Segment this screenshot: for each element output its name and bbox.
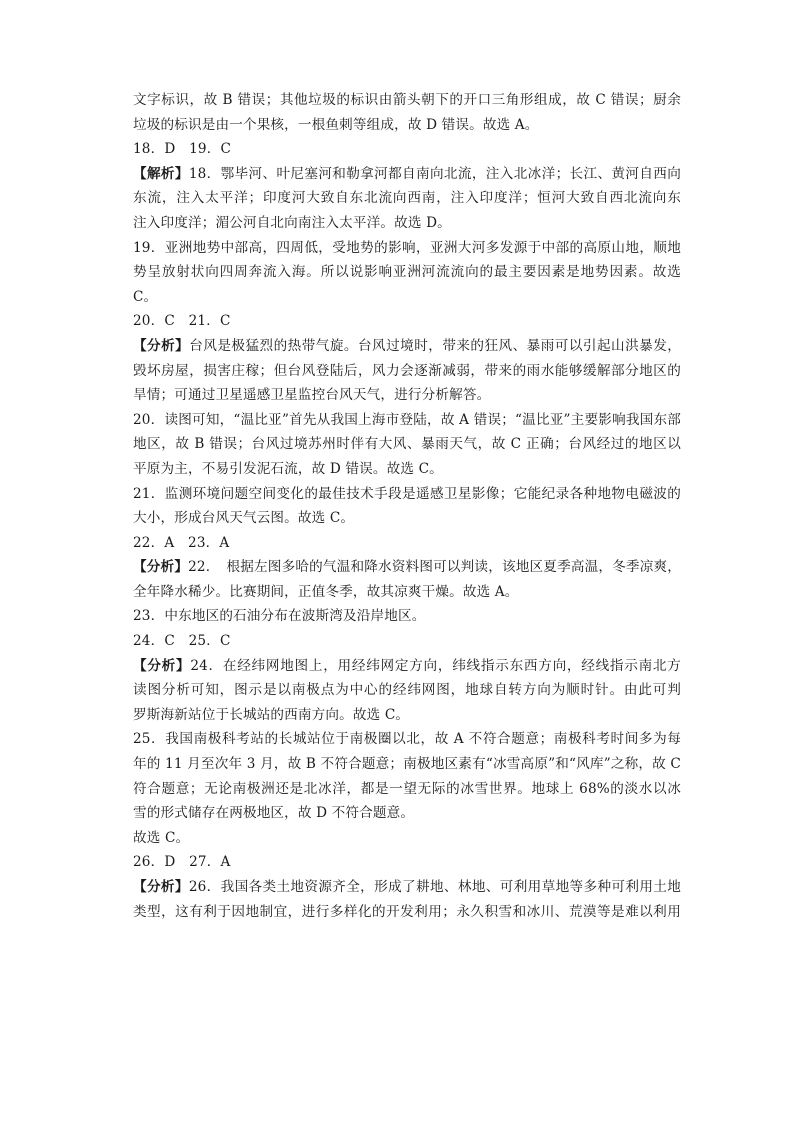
text-line	[133, 531, 681, 556]
line-text: 年的 11 月至次年 3 月，故 B 不符合题意；南极地区素有“冰雪高原”和“风库”之称，故 C	[133, 756, 681, 773]
text-line	[133, 162, 681, 187]
line-text: 东流，注入太平洋；印度河大致自东北流向西南，注入印度洋；恒河大致自西北流向东	[133, 190, 681, 207]
line-text: 20．读图可知，“温比亚”首先从我国上海市登陆，故 A 错误；“温比亚”主要影响我国东部	[133, 411, 681, 428]
section-tag: 【分析】	[133, 657, 191, 674]
line-text: 24．C 25．C	[133, 633, 231, 650]
text-line	[133, 629, 681, 654]
section-tag: 【分析】	[133, 337, 190, 354]
text-line	[133, 801, 681, 826]
text-line	[133, 678, 681, 703]
line-text: 24．在经纬网地图上，用经纬网定方向，纬线指示东西方向，经线指示南北方	[190, 657, 681, 674]
line-text: 读图分析可知，图示是以南极点为中心的经纬网图，地球自转方向为顺时针。由此可判	[133, 682, 681, 699]
line-text: 25．我国南极科考站的长城站位于南极圈以北，故 A 不符合题意；南极科考时间多为每	[133, 731, 681, 748]
line-text: 21．监测环境问题空间变化的最佳技术手段是遥感卫星影像；它能纪录各种地物电磁波的	[133, 485, 681, 502]
text-line	[133, 88, 681, 113]
text-line	[133, 727, 681, 752]
text-line	[133, 236, 681, 261]
line-text: 符合题意；无论南极洲还是北冰洋，都是一望无际的冰雪世界。地球上 68%的淡水以冰	[133, 780, 681, 797]
line-text: 罗斯海新站位于长城站的西南方向。故选 C。	[133, 706, 410, 723]
line-text: 旱情；可通过卫星遥感卫星监控台风天气，进行分析解答。	[133, 387, 491, 404]
text-line	[133, 875, 681, 900]
line-text: 雪的形式储存在两极地区，故 D 不符合题意。	[133, 805, 415, 822]
line-text: 地区，故 B 错误；台风过境苏州时伴有大风、暴雨天气，故 C 正确；台风经过的地区以	[133, 436, 681, 453]
line-text: 26．我国各类土地资源齐全，形成了耕地、林地、可利用草地等多种可利用土地	[188, 879, 681, 895]
text-line	[133, 506, 681, 531]
line-text: 全年降水稀少。比赛期间，正值冬季，故其凉爽干燥。故选 A。	[133, 583, 519, 600]
line-text: 22．A 23．A	[133, 534, 230, 551]
section-tag: 【解析】	[133, 165, 189, 182]
text-line	[133, 186, 681, 211]
line-text: 故选 C。	[133, 829, 190, 846]
text-line	[133, 703, 681, 728]
line-text: 注入印度洋；湄公河自北向南注入太平洋。故选 D。	[133, 214, 451, 231]
line-text: 19．亚洲地势中部高，四周低，受地势的影响，亚洲大河多发源于中部的高原山地，顺地	[133, 239, 681, 256]
document-page	[133, 88, 681, 924]
line-text: 文字标识，故 B 错误；其他垃圾的标识由箭头朝下的开口三角形组成，故 C 错误；厨余	[133, 92, 681, 108]
text-line	[133, 432, 681, 457]
text-line	[133, 457, 681, 482]
text-line	[133, 900, 681, 925]
line-text: 18．鄂毕河、叶尼塞河和勒拿河都自南向北流，注入北冰洋；长江、黄河自西向	[188, 165, 681, 182]
line-text: 毁坏房屋，损害庄稼；但台风登陆后，风力会逐渐减弱，带来的雨水能够缓解部分地区的	[133, 362, 681, 379]
line-text: 18．D 19．C	[133, 141, 232, 158]
section-tag: 【分析】	[133, 559, 189, 576]
text-line	[133, 777, 681, 802]
text-line	[133, 482, 681, 507]
line-text: 势呈放射状向四周奔流入海。所以说影响亚洲河流流向的最主要因素是地势因素。故选	[133, 264, 681, 281]
text-line	[133, 334, 681, 359]
section-tag: 【分析】	[133, 879, 189, 895]
text-line	[133, 359, 681, 384]
text-line	[133, 752, 681, 777]
text-line	[133, 137, 681, 162]
text-line	[133, 555, 681, 580]
text-line	[133, 654, 681, 679]
text-line	[133, 580, 681, 605]
line-text: 22． 根据左图多哈的气温和降水资料图可以判读，该地区夏季高温，冬季凉爽，	[188, 559, 681, 576]
text-line	[133, 260, 681, 285]
text-line	[133, 604, 681, 629]
line-text: 类型，这有利于因地制宜，进行多样化的开发利用；永久积雪和冰川、荒漠等是难以利用	[133, 903, 681, 920]
line-text: 23．中东地区的石油分布在波斯湾及沿岸地区。	[133, 608, 426, 625]
line-text: C。	[133, 288, 158, 305]
line-text: 台风是极猛烈的热带气旋。台风过境时，带来的狂风、暴雨可以引起山洪暴发，	[189, 337, 681, 354]
text-line	[133, 383, 681, 408]
text-line	[133, 113, 681, 138]
text-line	[133, 826, 681, 851]
line-text: 大小，形成台风天气云图。故选 C。	[133, 510, 355, 527]
line-text: 平原为主，不易引发泥石流，故 D 错误。故选 C。	[133, 460, 443, 477]
text-line	[133, 285, 681, 310]
line-text: 20．C 21．C	[133, 313, 231, 330]
text-line	[133, 309, 681, 334]
text-line	[133, 408, 681, 433]
text-line	[133, 211, 681, 236]
text-line	[133, 850, 681, 875]
line-text: 26．D 27．A	[133, 854, 231, 871]
line-text: 垃圾的标识是由一个果核，一根鱼刺等组成，故 D 错误。故选 A。	[133, 116, 539, 133]
